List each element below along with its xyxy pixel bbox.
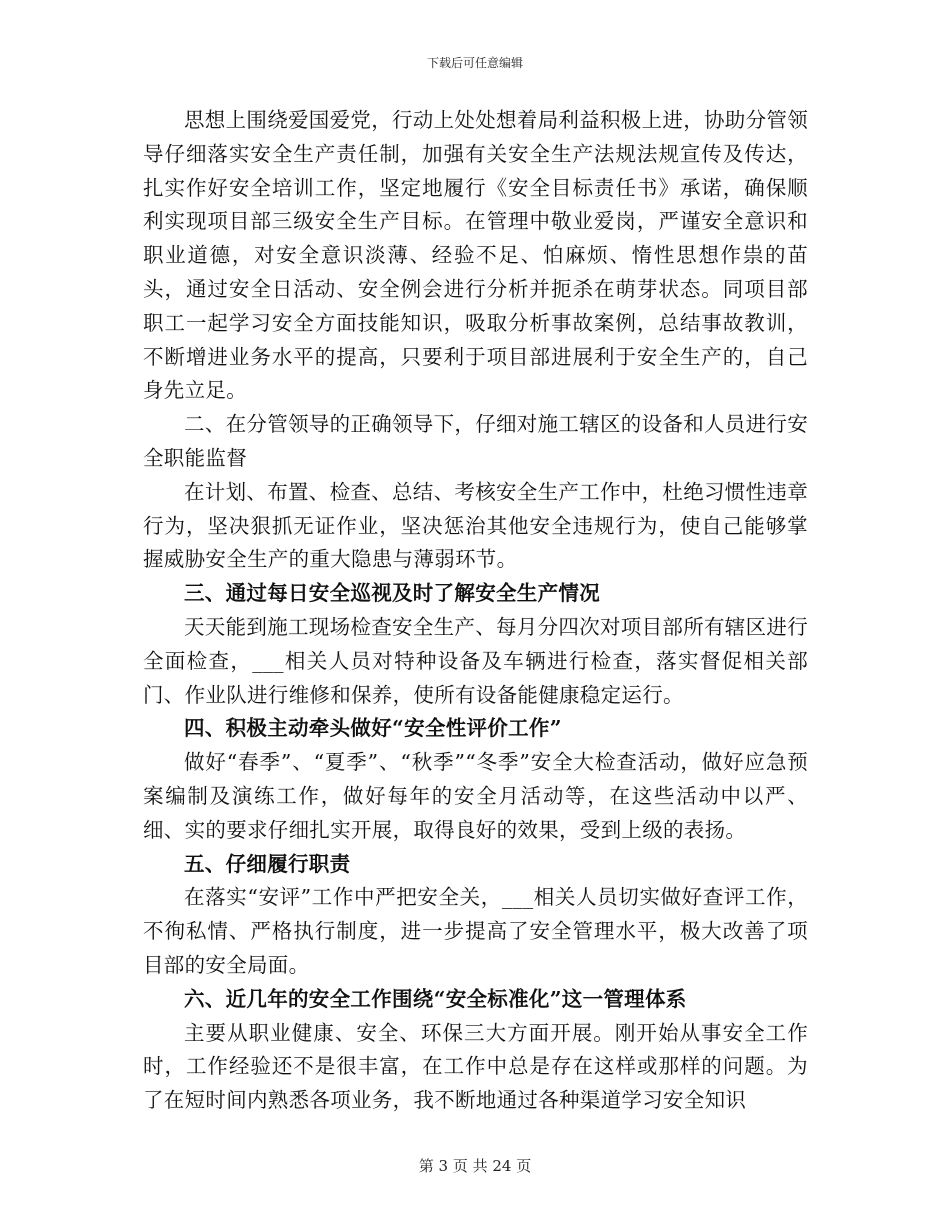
page-footer: 第 3 页 共 24 页 [418,1157,532,1175]
paragraph: 主要从职业健康、安全、环保三大方面开展。刚开始从事安全工作时，工作经验还不是很丰富，在工作中总是存在这样或那样的问题。为了在短时间内熟悉各项业务，我不断地通过各种渠道学习安全知识 [143,1020,808,1113]
section-heading-2: 二、在分管领导的正确领导下，仔细对施工辖区的设备和人员进行安全职能监督 [143,412,808,470]
paragraph: 思想上围绕爱国爱党，行动上处处想着局利益积极上进，协助分管领导仔细落实安全生产责任制，加强有关安全生产法规法规宣传及传达，扎实作好安全培训工作，坚定地履行《安全目标责任书》承诺，确保顺利实现项目部三级安全生产目标。在管理中敬业爱岗，严谨安全意识和职业道德，对安全意识淡薄、经验不足、怕麻烦、惰性思想作祟的苗头，通过安全日活动、安全例会进行分析并扼杀在萌芽状态。同项目部职工一起学习安全方面技能知识，吸取分析事故案例，总结事故教训，不断增进业务水平的提高，只要利于项目部进展利于安全生产的，自己身先立足。 [143,108,808,403]
section-heading-5: 五、仔细履行职责 [184,851,351,876]
section-heading-3: 三、通过每日安全巡视及时了解安全生产情况 [184,581,600,606]
paragraph: 在落实“安评”工作中严把安全关，___相关人员切实做好查评工作，不徇私情、严格执行制度，进一步提高了安全管理水平，极大改善了项目部的安全局面。 [143,885,808,977]
page-header: 下载后可任意编辑 [426,56,523,70]
paragraph: 天天能到施工现场检查安全生产、每月分四次对项目部所有辖区进行全面检查，___相关人员对特种设备及车辆进行检查，落实督促相关部门、作业队进行维修和保养，使所有设备能健康稳定运行。 [143,614,808,707]
paragraph: 在计划、布置、检查、总结、考核安全生产工作中，杜绝习惯性违章行为，坚决狠抓无证作业，坚决惩治其他安全违规行为，使自己能够掌握威胁安全生产的重大隐患与薄弱环节。 [143,479,808,572]
section-heading-4: 四、积极主动牵头做好“安全性评价工作” [184,716,562,741]
paragraph: 做好“春季”、“夏季”、“秋季”“冬季”安全大检查活动，做好应急预案编制及演练工作，做好每年的安全月活动等，在这些活动中以严、细、实的要求仔细扎实开展，取得良好的效果，受到上级的表扬。 [143,750,808,842]
section-heading-6: 六、近几年的安全工作围绕“安全标准化”这一管理体系 [184,986,687,1011]
document-body [143,104,808,1118]
